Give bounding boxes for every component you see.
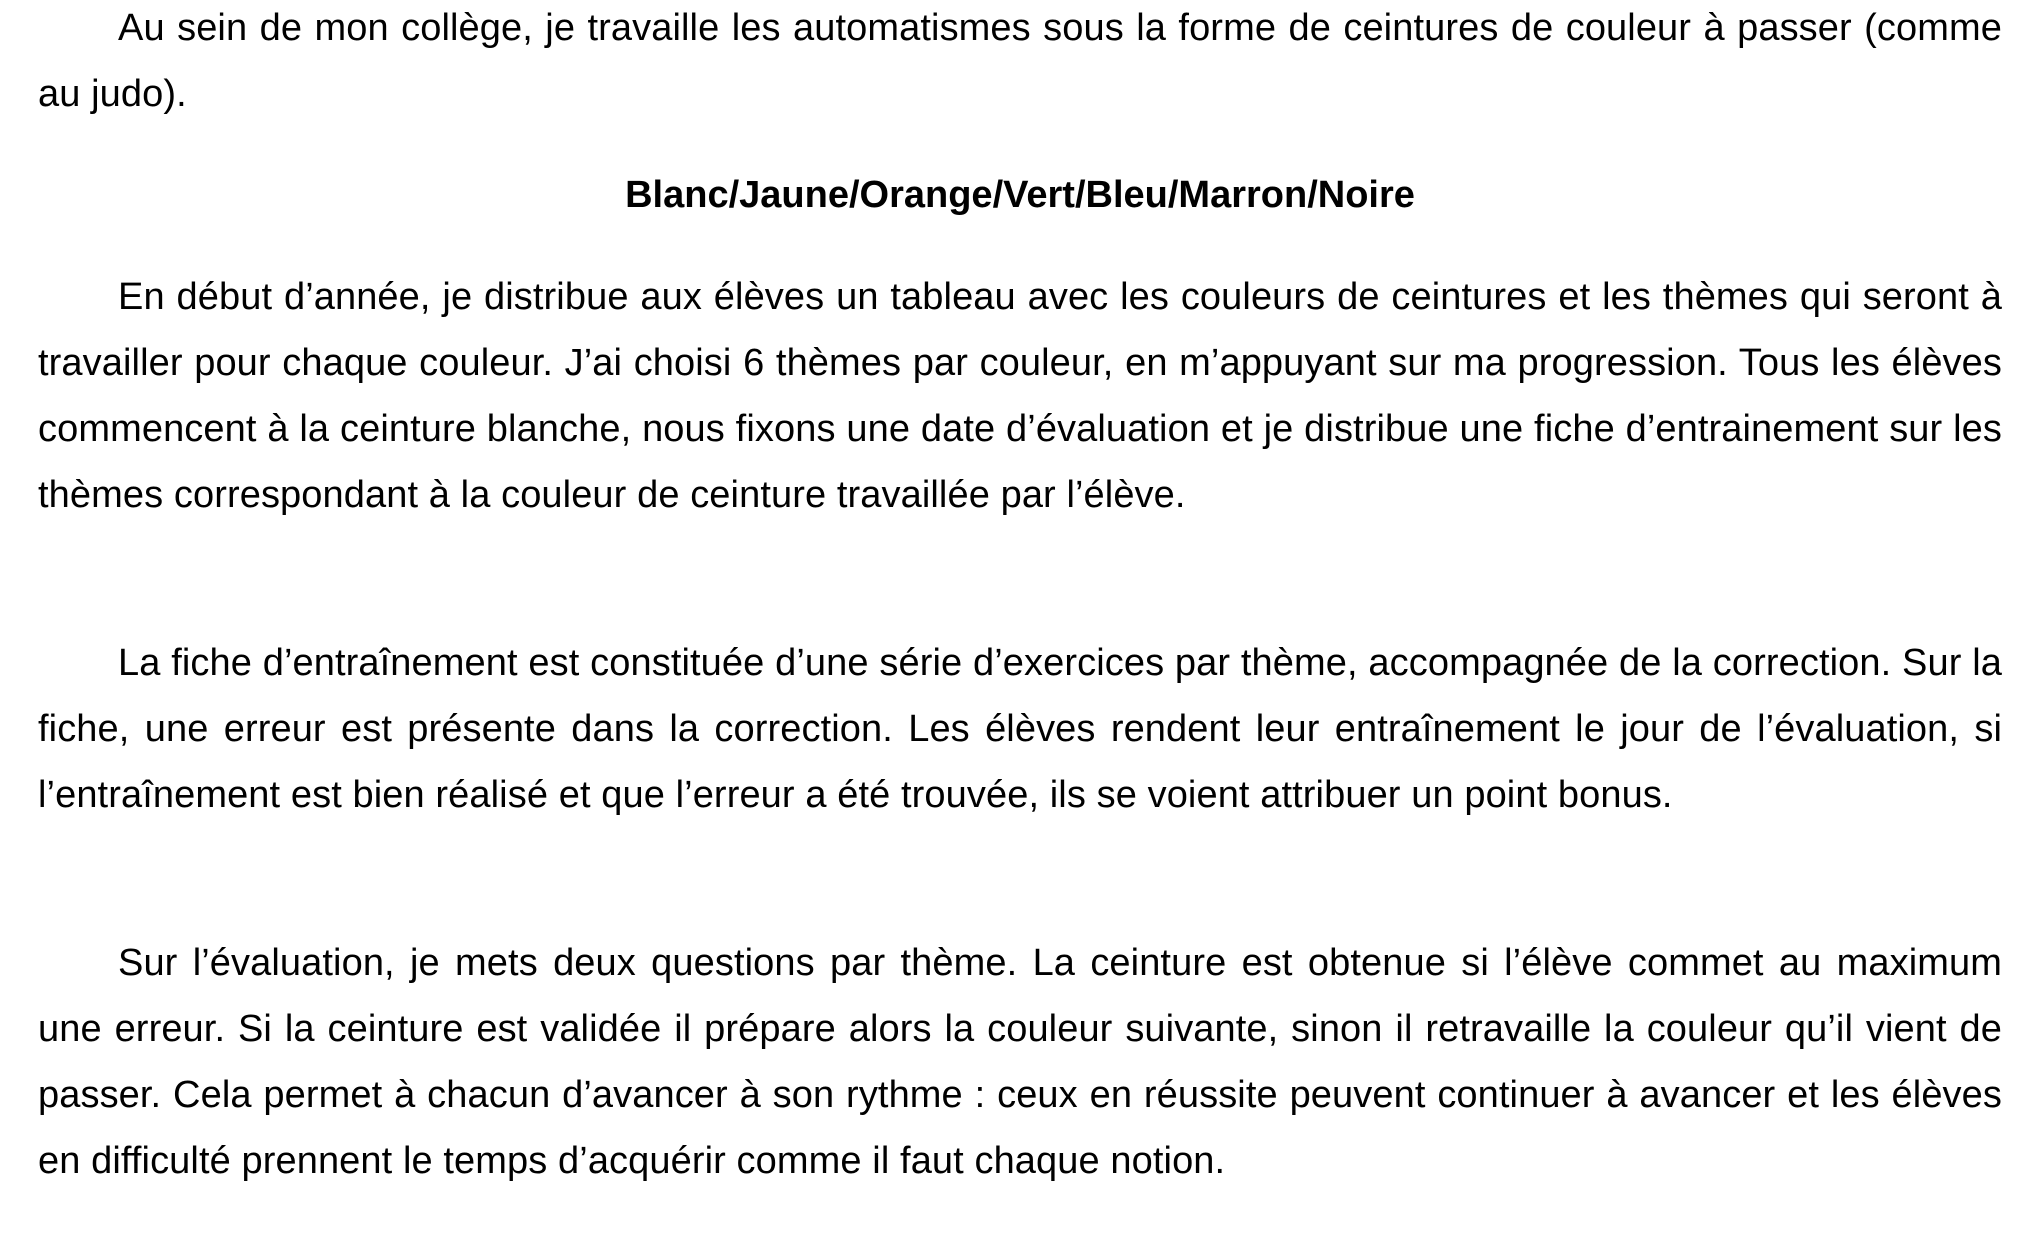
belt-colors-heading: Blanc/Jaune/Orange/Vert/Bleu/Marron/Noire — [625, 174, 1415, 216]
evaluation-paragraph: Sur l’évaluation, je mets deux questions par thème. La ceinture est obtenue si l’élève commet au maximum une erreur. Si la ceinture est validée il prépare alors la couleur suivante, sinon il retravaille la couleur qu’il vient de passer. Cela permet à chacun d’avancer à son rythme : ceux en réussite peuvent continuer à avancer et les élèves en difficulté prennent le temps d’acquérir comme il faut chaque notion. — [38, 942, 2002, 1182]
distribution-paragraph: En début d’année, je distribue aux élèves un tableau avec les couleurs de ceintures et les thèmes qui seront à travailler pour chaque couleur. J’ai choisi 6 thèmes par couleur, en m’appuyant sur ma progression. Tous les élèves commencent à la ceinture blanche, nous fixons une date d’évaluation et je distribue une fiche d’entrainement sur les thèmes correspondant à la couleur de ceinture travaillée par l’élève. — [38, 276, 2002, 516]
intro-paragraph: Au sein de mon collège, je travaille les automatismes sous la forme de ceintures de couleur à passer (comme au judo). — [38, 7, 2002, 115]
training-sheet-paragraph: La fiche d’entraînement est constituée d’une série d’exercices par thème, accompagnée de la correction. Sur la fiche, une erreur est présente dans la correction. Les élèves rendent leur entraînement le jour de l’évaluation, si l’entraînement est bien réalisé et que l’erreur a été trouvée, ils se voient attribuer un point bonus. — [38, 642, 2002, 816]
